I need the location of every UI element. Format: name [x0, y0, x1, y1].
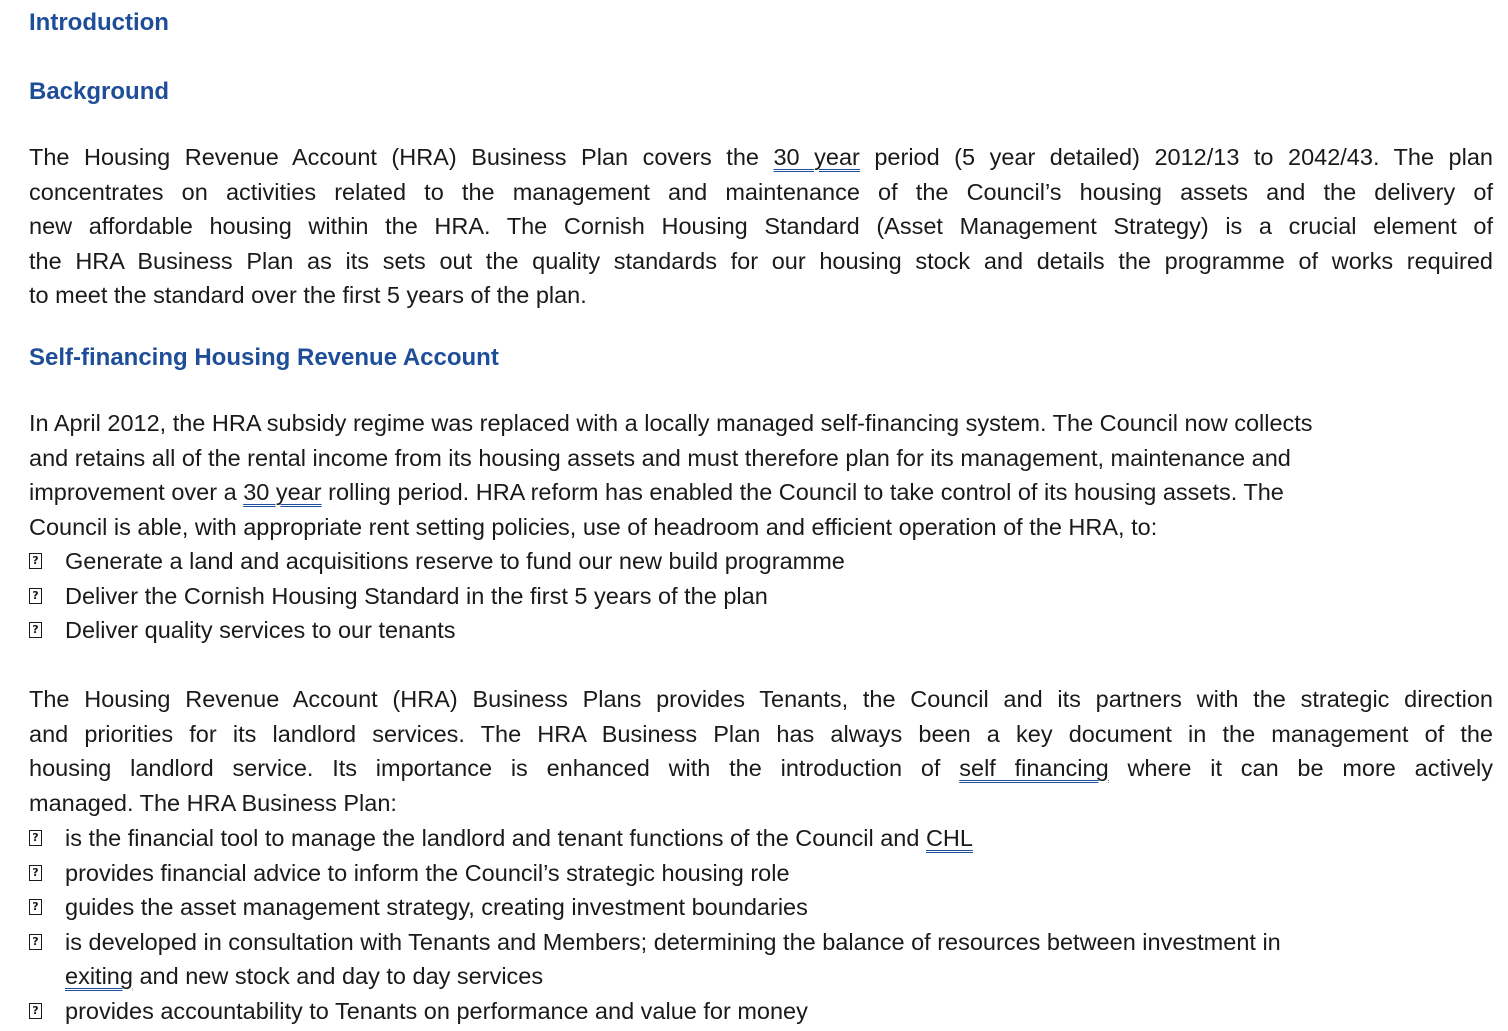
text-line: The Housing Revenue Account (HRA) Business Plans provides Tenants, the Council and its partners with the strategic direction: [29, 686, 1493, 712]
bullet-list-goals: [29, 544, 1493, 648]
spellcheck-flag: self financing: [959, 755, 1109, 781]
text-line: Council is able, with appropriate rent setting policies, use of headroom and efficient operation of the HRA, to:: [29, 513, 1158, 540]
list-item: ? Generate a land and acquisitions reserve to fund our new build programme: [29, 544, 1493, 579]
list-item: ? is the financial tool to manage the landlord and tenant functions of the Council and CHL: [29, 821, 1493, 856]
bullet-box-icon: ?: [29, 622, 42, 638]
list-item: ? guides the asset management strategy, creating investment boundaries: [29, 890, 1493, 925]
text-line: the HRA Business Plan as its sets out the quality standards for our housing stock and details the programme of works required: [29, 247, 1493, 274]
paragraph-business-plan: [29, 682, 1493, 820]
text-line: The Housing Revenue Account (HRA) Business Plan covers the 30 year period (5 year detailed) 2012/13 to 2042/43. The plan: [29, 144, 1493, 170]
list-item: ? provides financial advice to inform the Council’s strategic housing role: [29, 856, 1493, 891]
spellcheck-flag: 30 year: [773, 144, 860, 170]
text-line: In April 2012, the HRA subsidy regime was replaced with a locally managed self-financing system. The Council now collects: [29, 410, 1313, 436]
heading-introduction: Introduction: [29, 9, 169, 36]
bullet-box-icon: ?: [29, 830, 42, 846]
heading-background: Background: [29, 78, 170, 105]
list-item: ? provides accountability to Tenants on performance and value for money: [29, 994, 1493, 1029]
bullet-list-plan: [29, 821, 1493, 1028]
spellcheck-flag: 30 year: [243, 479, 322, 505]
text-line: new affordable housing within the HRA. The Cornish Housing Standard (Asset Management Strategy) is a crucial element of: [29, 213, 1493, 239]
list-item: ? Deliver quality services to our tenants: [29, 613, 1493, 648]
list-item: ? Deliver the Cornish Housing Standard in the first 5 years of the plan: [29, 579, 1493, 614]
paragraph-background: [29, 140, 1493, 313]
spellcheck-flag: exiting: [65, 963, 133, 989]
text-line: concentrates on activities related to the management and maintenance of the Council’s housing assets and the delivery of: [29, 178, 1493, 205]
spellcheck-flag: CHL: [925, 825, 973, 851]
list-item: ? is developed in consultation with Tenants and Members; determining the balance of resources between investment in exiting and new stock and day to day services: [29, 925, 1493, 994]
text-line: housing landlord service. Its importance is enhanced with the introduction of self financing where it can be more actively: [29, 755, 1494, 781]
text-line: to meet the standard over the first 5 years of the plan.: [29, 282, 587, 308]
bullet-box-icon: ?: [29, 588, 42, 604]
text-line: managed. The HRA Business Plan:: [29, 789, 397, 816]
paragraph-self-financing: [29, 406, 1493, 544]
heading-self-financing: Self-financing Housing Revenue Account: [29, 344, 499, 371]
bullet-box-icon: ?: [29, 553, 42, 569]
text-line: improvement over a 30 year rolling period. HRA reform has enabled the Council to take control of its housing assets. The: [29, 479, 1284, 505]
text-line: and priorities for its landlord services. The HRA Business Plan has always been a key document in the management of the: [29, 720, 1493, 747]
bullet-box-icon: ?: [29, 1003, 42, 1019]
bullet-box-icon: ?: [29, 865, 42, 881]
bullet-box-icon: ?: [29, 934, 42, 950]
bullet-box-icon: ?: [29, 899, 42, 915]
text-line: and retains all of the rental income from its housing assets and must therefore plan for its management, maintenance and: [29, 444, 1291, 471]
